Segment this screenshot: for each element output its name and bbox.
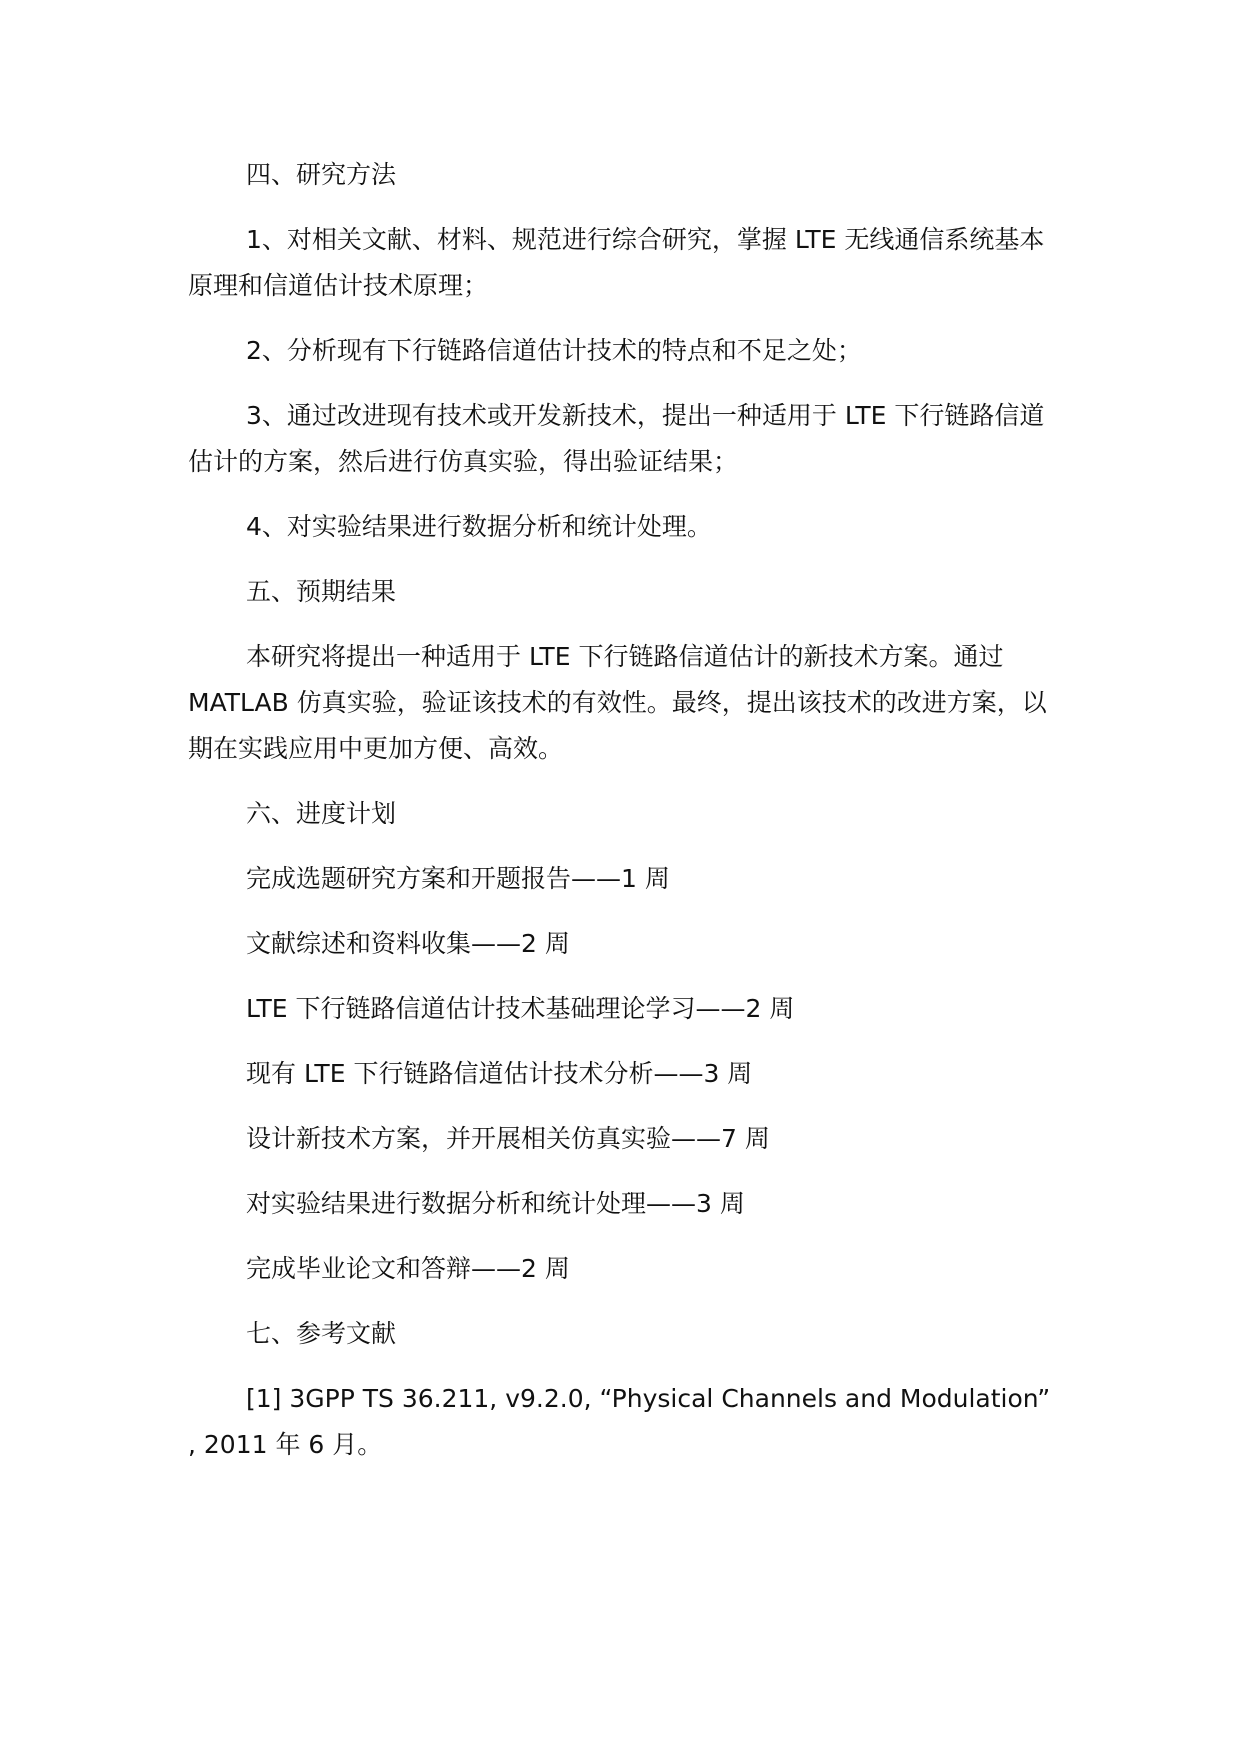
schedule-item: LTE 下行链路信道估计技术基础理论学习——2 周 — [246, 994, 795, 1023]
reference-item-1: [1] 3GPP TS 36.211, v9.2.0, “Physical Channels and Modulation” , 2011 年 6 月。 — [188, 1384, 1059, 1459]
document-body — [188, 152, 1058, 1468]
schedule-item: 完成毕业论文和答辩——2 周 — [246, 1254, 570, 1283]
method-item-1: 1、对相关文献、材料、规范进行综合研究，掌握 LTE 无线通信系统基本原理和信道估计技术原理； — [188, 225, 1045, 300]
method-item-4: 4、对实验结果进行数据分析和统计处理。 — [246, 512, 712, 541]
section-heading-research-methods: 四、研究方法 — [246, 160, 397, 189]
method-item-3: 3、通过改进现有技术或开发新技术，提出一种适用于 LTE 下行链路信道估计的方案，然后进行仿真实验，得出验证结果； — [188, 401, 1045, 476]
schedule-item: 对实验结果进行数据分析和统计处理——3 周 — [246, 1189, 745, 1218]
section-heading-expected-results: 五、预期结果 — [246, 577, 397, 606]
section-heading-schedule: 六、进度计划 — [246, 799, 397, 828]
schedule-item: 完成选题研究方案和开题报告——1 周 — [246, 864, 670, 893]
method-item-2: 2、分析现有下行链路信道估计技术的特点和不足之处； — [246, 336, 862, 365]
schedule-item: 设计新技术方案，并开展相关仿真实验——7 周 — [246, 1124, 770, 1153]
section-heading-references: 七、参考文献 — [246, 1319, 397, 1348]
schedule-item: 文献综述和资料收集——2 周 — [246, 929, 570, 958]
expected-results-paragraph: 本研究将提出一种适用于 LTE 下行链路信道估计的新技术方案。通过 MATLAB 仿真实验，验证该技术的有效性。最终，提出该技术的改进方案，以期在实践应用中更加方便、高效。 — [188, 642, 1047, 763]
schedule-item: 现有 LTE 下行链路信道估计技术分析——3 周 — [246, 1059, 753, 1088]
